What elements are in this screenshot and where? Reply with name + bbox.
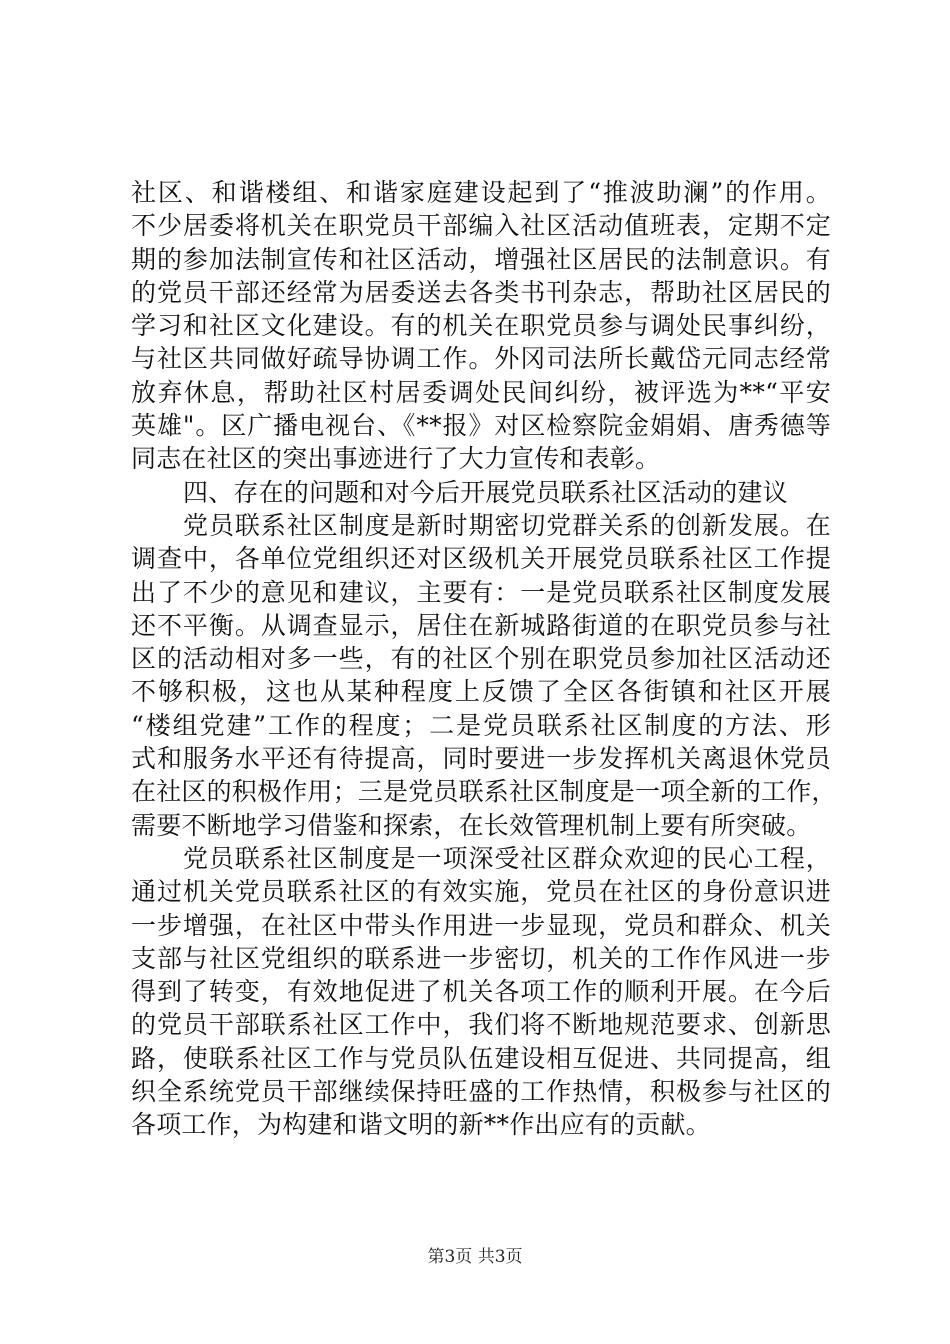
paragraph-line: 党员联系社区制度是新时期密切党群关系的创新发展。在 bbox=[183, 510, 831, 540]
paragraph-line: 需要不断地学习借鉴和探索，在长效管理机制上要有所突破。 bbox=[131, 810, 812, 840]
paragraph-line: 党员联系社区制度是一项深受社区群众欢迎的民心工程， bbox=[183, 843, 831, 873]
paragraph-line: 得到了转变，有效地促进了机关各项工作的顺利开展。在今后 bbox=[131, 977, 831, 1007]
paragraph-line: 英雄"。区广播电视台、《**报》对区检察院金娟娟、唐秀德等 bbox=[131, 411, 831, 441]
paragraph-line: 支部与社区党组织的联系进一步密切，机关的工作作风进一步 bbox=[131, 943, 831, 973]
paragraph-line: 各项工作，为构建和谐文明的新**作出应有的贡献。 bbox=[131, 1110, 711, 1140]
paragraph-line: 的党员干部联系社区工作中，我们将不断地规范要求、创新思 bbox=[131, 1010, 831, 1040]
paragraph-line: 不够积极，这也从某种程度上反馈了全区各街镇和社区开展 bbox=[131, 677, 831, 707]
paragraph-line: 放弃休息，帮助社区村居委调处民间纠纷，被评选为**“平安 bbox=[131, 377, 831, 407]
paragraph-line: 式和服务水平还有待提高，同时要进一步发挥机关离退休党员 bbox=[131, 744, 831, 774]
paragraph-line: 同志在社区的突出事迹进行了大力宣传和表彰。 bbox=[131, 444, 661, 474]
paragraph-line: 路，使联系社区工作与党员队伍建设相互促进、共同提高，组 bbox=[131, 1043, 831, 1073]
document-body bbox=[131, 176, 837, 1142]
paragraph-line: 调查中，各单位党组织还对区级机关开展党员联系社区工作提 bbox=[131, 544, 831, 574]
paragraph-line: 社区、和谐楼组、和谐家庭建设起到了“推波助澜”的作用。 bbox=[131, 178, 831, 207]
paragraph-line: 通过机关党员联系社区的有效实施，党员在社区的身份意识进 bbox=[131, 877, 831, 907]
paragraph-line: 不少居委将机关在职党员干部编入社区活动值班表，定期不定 bbox=[131, 211, 831, 241]
paragraph-line: 期的参加法制宣传和社区活动，增强社区居民的法制意识。有 bbox=[131, 244, 831, 274]
paragraph-line: 区的活动相对多一些，有的社区个别在职党员参加社区活动还 bbox=[131, 644, 831, 674]
paragraph-line: 一步增强，在社区中带头作用进一步显现，党员和群众、机关 bbox=[131, 910, 831, 940]
paragraph-line: 织全系统党员干部继续保持旺盛的工作热情，积极参与社区的 bbox=[131, 1077, 831, 1107]
paragraph-line: “楼组党建”工作的程度；二是党员联系社区制度的方法、形 bbox=[131, 710, 831, 740]
paragraph-line: 还不平衡。从调查显示，居住在新城路街道的在职党员参与社 bbox=[131, 610, 831, 640]
section-heading: 四、存在的问题和对今后开展党员联系社区活动的建议 bbox=[183, 477, 788, 507]
paragraph-line: 出了不少的意见和建议，主要有：一是党员联系社区制度发展 bbox=[131, 577, 831, 607]
paragraph-line: 与社区共同做好疏导协调工作。外冈司法所长戴岱元同志经常 bbox=[131, 344, 831, 374]
paragraph-line: 在社区的积极作用；三是党员联系社区制度是一项全新的工作， bbox=[131, 777, 837, 807]
paragraph-line: 学习和社区文化建设。有的机关在职党员参与调处民事纠纷， bbox=[131, 311, 831, 341]
paragraph-line: 的党员干部还经常为居委送去各类书刊杂志，帮助社区居民的 bbox=[131, 277, 831, 307]
page-number-footer: 第3页 共3页 bbox=[427, 1247, 523, 1267]
